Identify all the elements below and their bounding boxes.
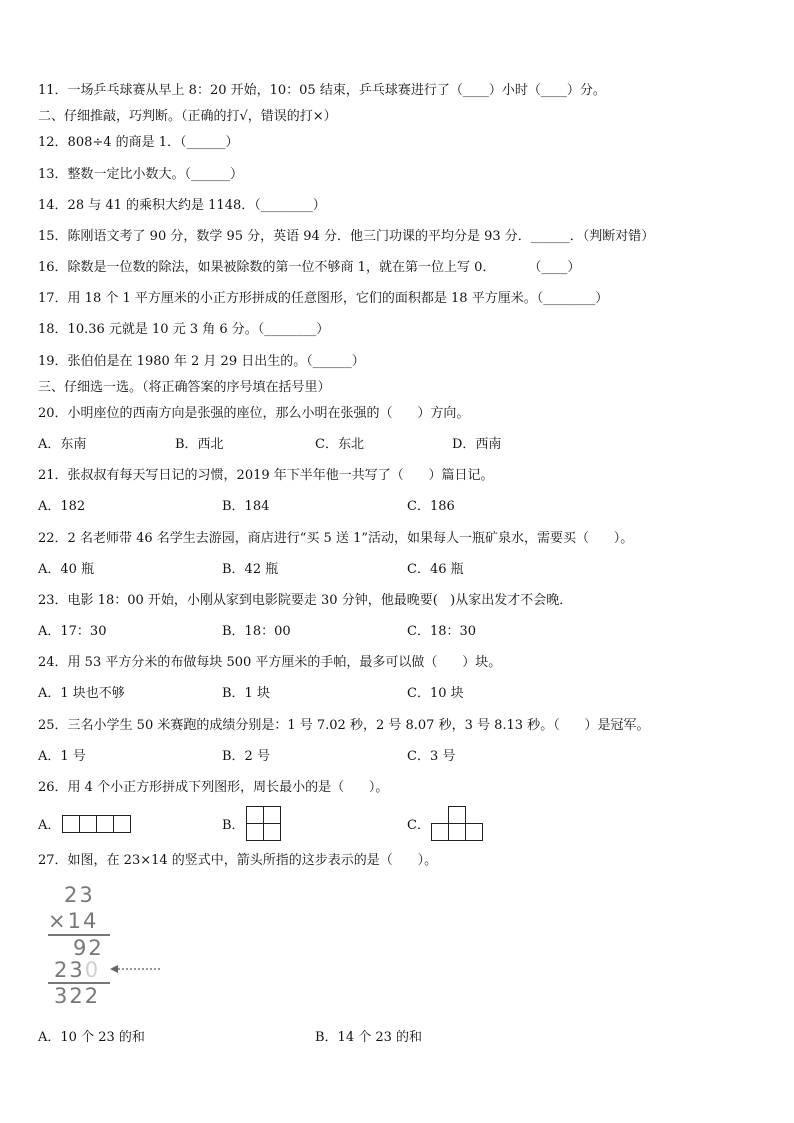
square — [113, 815, 131, 833]
question-20: 20．小明座位的西南方向是张强的座位，那么小明在张强的（ ）方向。 — [38, 406, 470, 421]
section-3-heading: 三、仔细选一选。（将正确答案的序号填在括号里） — [38, 380, 331, 395]
option-b[interactable]: B．1 块 — [222, 686, 270, 701]
option-c[interactable]: C．10 块 — [407, 686, 464, 701]
option-c[interactable]: C．18：30 — [407, 624, 477, 639]
calc-row-partial-2 — [54, 959, 100, 981]
square — [246, 823, 264, 841]
option-b[interactable]: B．184 — [222, 499, 270, 514]
question-15: 15．陈刚语文考了 90 分，数学 95 分，英语 94 分．他三门功课的平均分是 93 分．______．（判断对错） — [38, 229, 655, 244]
question-25: 25．三名小学生 50 米赛跑的成绩分别是：1 号 7.02 秒，2 号 8.07 秒，3 号 8.13 秒。（ ）是冠军。 — [38, 718, 650, 733]
option-a[interactable]: A．17：30 — [38, 624, 107, 639]
question-12: 12．808÷4 的商是 1．（______） — [38, 135, 239, 150]
question-22: 22．2 名老师带 46 名学生去游园，商店进行“买 5 送 1”活动，如果每人一瓶矿泉水，需要买（ ）。 — [38, 531, 634, 546]
option-a[interactable]: A．10 个 23 的和 — [38, 1030, 145, 1045]
square — [246, 806, 264, 824]
question-19: 19．张伯伯是在 1980 年 2 月 29 日出生的。（______） — [38, 354, 365, 369]
question-13: 13．整数一定比小数大。（______） — [38, 167, 244, 182]
question-27: 27．如图，在 23×14 的竖式中，箭头所指的这步表示的是（ ）。 — [38, 853, 438, 868]
square — [431, 823, 449, 841]
option-b[interactable]: B．14 个 23 的和 — [315, 1030, 423, 1045]
square — [448, 806, 466, 824]
square — [448, 823, 466, 841]
option-c[interactable]: C． — [407, 818, 430, 833]
option-b[interactable]: B．42 瓶 — [222, 562, 279, 577]
option-b[interactable]: B．西北 — [175, 437, 224, 452]
option-b[interactable]: B．18：00 — [222, 624, 291, 639]
section-2-heading: 二、仔细推敲，巧判断。（正确的打√，错误的打×） — [38, 109, 337, 124]
option-b[interactable]: B．2 号 — [222, 749, 270, 764]
calc-row-multiplier: ×14 — [48, 909, 99, 933]
question-23: 23．电影 18：00 开始，小刚从家到电影院要走 30 分钟，他最晚要( )从家出发才不会晚． — [38, 593, 573, 608]
question-24: 24．用 53 平方分米的布做每块 500 平方厘米的手帕，最多可以做（ ）块。 — [38, 655, 502, 670]
option-d[interactable]: D．西南 — [452, 437, 502, 452]
question-11: 11．一场乒乓球赛从早上 8：20 开始，10：05 结束，乒乓球赛进行了（____）小时（____）分。 — [38, 83, 606, 98]
option-c[interactable]: C．东北 — [315, 437, 364, 452]
question-14: 14．28 与 41 的乘积大约是 1148．（________） — [38, 198, 326, 213]
question-16: 16．除数是一位数的除法，如果被除数的第一位不够商 1，就在第一位上写 0． （____） — [38, 260, 581, 275]
question-21: 21．张叔叔有每天写日记的习惯，2019 年下半年他一共写了（ ）篇日记。 — [38, 468, 494, 483]
option-a[interactable]: A．1 块也不够 — [38, 686, 125, 701]
option-c[interactable]: C．186 — [407, 499, 455, 514]
option-c[interactable]: C．3 号 — [407, 749, 456, 764]
square — [263, 823, 281, 841]
square — [96, 815, 114, 833]
partial-2-digits: 23 — [54, 958, 85, 982]
option-b[interactable]: B． — [222, 818, 245, 833]
arrow-icon — [108, 962, 164, 976]
square — [263, 806, 281, 824]
question-26: 26．用 4 个小正方形拼成下列图形，周长最小的是（ ）。 — [38, 780, 389, 795]
square — [465, 823, 483, 841]
option-a[interactable]: A．东南 — [38, 437, 87, 452]
option-a[interactable]: A．40 瓶 — [38, 562, 95, 577]
option-c[interactable]: C．46 瓶 — [407, 562, 464, 577]
calc-row-product: 322 — [54, 984, 101, 1008]
square — [79, 815, 97, 833]
option-a[interactable]: A．1 号 — [38, 749, 86, 764]
partial-2-dim-zero: 0 — [84, 958, 101, 982]
calc-row-partial-1: 92 — [73, 936, 104, 960]
square — [62, 815, 80, 833]
option-a[interactable]: A．182 — [38, 499, 86, 514]
calc-row-multiplicand: 23 — [64, 883, 95, 907]
question-17: 17．用 18 个 1 平方厘米的小正方形拼成的任意图形，它们的面积都是 18 平方厘米。（________） — [38, 291, 609, 306]
question-18: 18．10.36 元就是 10 元 3 角 6 分。（________） — [38, 322, 330, 337]
option-a[interactable]: A． — [38, 818, 61, 833]
